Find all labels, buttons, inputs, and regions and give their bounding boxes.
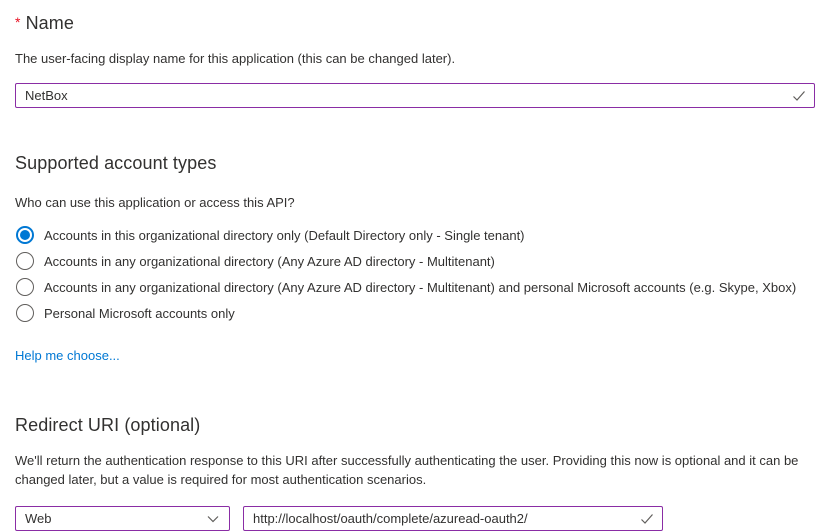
radio-option-multitenant-personal[interactable] bbox=[15, 274, 815, 300]
radio-button[interactable] bbox=[16, 304, 34, 322]
required-asterisk: * bbox=[15, 14, 21, 30]
radio-option-multitenant[interactable] bbox=[15, 248, 815, 274]
account-type-radio-group bbox=[15, 222, 815, 326]
supported-account-types-title: Supported account types bbox=[15, 153, 217, 173]
name-section-title bbox=[15, 11, 815, 34]
chevron-down-icon[interactable] bbox=[205, 511, 221, 527]
radio-option-label: Accounts in any organizational directory (Any Azure AD directory - Multitenant) bbox=[44, 253, 495, 269]
redirect-uri-field-container bbox=[243, 506, 663, 531]
name-input[interactable] bbox=[15, 83, 815, 108]
redirect-uri-title: Redirect URI (optional) bbox=[15, 415, 201, 435]
platform-select[interactable] bbox=[15, 506, 230, 531]
account-types-question: Who can use this application or access this API? bbox=[15, 195, 295, 210]
redirect-uri-row bbox=[15, 506, 815, 531]
name-section-title-text: Name bbox=[25, 13, 74, 33]
radio-option-personal-only[interactable] bbox=[15, 300, 815, 326]
radio-button[interactable] bbox=[16, 252, 34, 270]
name-field-container bbox=[15, 83, 815, 108]
radio-option-single-tenant[interactable] bbox=[15, 222, 815, 248]
radio-option-label: Accounts in this organizational directory only (Default Directory only - Single tenant) bbox=[44, 227, 525, 243]
radio-button[interactable] bbox=[16, 278, 34, 296]
radio-button-selected[interactable] bbox=[16, 226, 34, 244]
platform-select-value: Web bbox=[25, 510, 52, 526]
redirect-uri-description: We'll return the authentication response to this URI after successfully authenticating the user. Providing this now is optional and it can be changed later, but a value is required for most authentication scenarios. bbox=[15, 453, 799, 487]
name-description: The user-facing display name for this application (this can be changed later). bbox=[15, 51, 456, 66]
redirect-uri-input[interactable] bbox=[243, 506, 663, 531]
help-me-choose-link[interactable]: Help me choose... bbox=[15, 348, 120, 363]
radio-option-label: Accounts in any organizational directory (Any Azure AD directory - Multitenant) and personal Microsoft accounts (e.g. Skype, Xbox) bbox=[44, 279, 797, 295]
radio-option-label: Personal Microsoft accounts only bbox=[44, 305, 235, 321]
